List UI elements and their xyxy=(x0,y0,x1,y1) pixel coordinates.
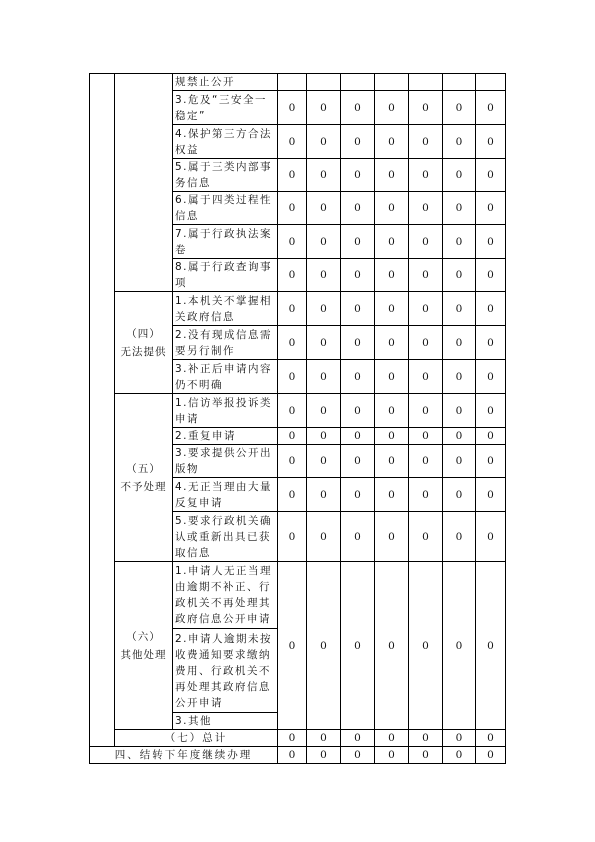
value-cell: 0 xyxy=(375,445,409,478)
value-cell: 0 xyxy=(278,259,307,292)
item-label: 4.无正当理由大量反复申请 xyxy=(173,478,278,512)
value-cell: 0 xyxy=(307,292,341,326)
value-cell: 0 xyxy=(307,225,341,259)
value-cell: 0 xyxy=(409,326,443,360)
value-cell: 0 xyxy=(307,394,341,428)
table-row xyxy=(90,74,506,91)
value-cell: 0 xyxy=(341,562,375,730)
item-label: 规禁止公开 xyxy=(173,74,278,91)
value-cell: 0 xyxy=(278,91,307,125)
value-cell: 0 xyxy=(375,259,409,292)
value-cell: 0 xyxy=(476,445,506,478)
value-cell: 0 xyxy=(341,292,375,326)
value-cell: 0 xyxy=(476,125,506,159)
value-cell: 0 xyxy=(307,445,341,478)
value-cell: 0 xyxy=(278,159,307,192)
value-cell: 0 xyxy=(409,512,443,562)
item-label: 2.没有现成信息需要另行制作 xyxy=(173,326,278,360)
value-cell: 0 xyxy=(307,478,341,512)
table-row xyxy=(90,292,506,326)
value-cell: 0 xyxy=(409,91,443,125)
value-cell: 0 xyxy=(278,125,307,159)
value-cell: 0 xyxy=(375,159,409,192)
value-cell: 0 xyxy=(278,292,307,326)
value-cell: 0 xyxy=(375,478,409,512)
value-cell: 0 xyxy=(476,394,506,428)
category-cell xyxy=(115,74,173,292)
category-label: 不予处理 xyxy=(120,480,167,493)
value-cell: 0 xyxy=(307,91,341,125)
table-body xyxy=(90,74,506,764)
value-cell: 0 xyxy=(443,91,476,125)
value-cell: 0 xyxy=(409,562,443,730)
value-cell: 0 xyxy=(341,192,375,225)
value-cell xyxy=(341,74,375,91)
value-cell: 0 xyxy=(443,730,476,747)
value-cell xyxy=(409,74,443,91)
carryover-label: 四、结转下年度继续办理 xyxy=(90,747,278,764)
value-cell: 0 xyxy=(375,730,409,747)
value-cell: 0 xyxy=(341,730,375,747)
item-label: 4.保护第三方合法权益 xyxy=(173,125,278,159)
value-cell: 0 xyxy=(476,562,506,730)
value-cell: 0 xyxy=(409,225,443,259)
value-cell: 0 xyxy=(375,192,409,225)
value-cell: 0 xyxy=(278,326,307,360)
value-cell: 0 xyxy=(476,478,506,512)
value-cell: 0 xyxy=(375,326,409,360)
value-cell: 0 xyxy=(375,512,409,562)
value-cell: 0 xyxy=(476,159,506,192)
statistics-table xyxy=(89,73,506,764)
value-cell: 0 xyxy=(375,292,409,326)
category-cell xyxy=(115,292,173,394)
value-cell: 0 xyxy=(307,428,341,445)
value-cell: 0 xyxy=(278,428,307,445)
item-label: 3.危及“三安全一稳定” xyxy=(173,91,278,125)
value-cell: 0 xyxy=(476,91,506,125)
item-label: 3.其他 xyxy=(173,713,278,730)
value-cell: 0 xyxy=(278,394,307,428)
value-cell: 0 xyxy=(443,478,476,512)
value-cell: 0 xyxy=(307,159,341,192)
value-cell: 0 xyxy=(341,360,375,394)
table-row xyxy=(90,562,506,629)
value-cell: 0 xyxy=(409,292,443,326)
item-label: 1.本机关不掌握相关政府信息 xyxy=(173,292,278,326)
value-cell: 0 xyxy=(476,428,506,445)
item-label: 5.要求行政机关确认或重新出具已获取信息 xyxy=(173,512,278,562)
value-cell: 0 xyxy=(443,292,476,326)
value-cell: 0 xyxy=(409,159,443,192)
value-cell: 0 xyxy=(443,512,476,562)
value-cell: 0 xyxy=(307,730,341,747)
value-cell: 0 xyxy=(409,730,443,747)
item-label: 2.重复申请 xyxy=(173,428,278,445)
value-cell: 0 xyxy=(375,428,409,445)
value-cell: 0 xyxy=(476,512,506,562)
value-cell: 0 xyxy=(341,512,375,562)
carryover-row xyxy=(90,747,506,764)
value-cell: 0 xyxy=(341,747,375,764)
item-label: 3.要求提供公开出版物 xyxy=(173,445,278,478)
value-cell: 0 xyxy=(375,125,409,159)
value-cell: 0 xyxy=(278,445,307,478)
value-cell: 0 xyxy=(341,259,375,292)
item-label: 5.属于三类内部事务信息 xyxy=(173,159,278,192)
value-cell: 0 xyxy=(443,562,476,730)
category-cell xyxy=(115,394,173,562)
value-cell: 0 xyxy=(278,730,307,747)
total-row xyxy=(90,730,506,747)
category-number: （五） xyxy=(126,462,161,475)
value-cell: 0 xyxy=(341,428,375,445)
value-cell: 0 xyxy=(278,360,307,394)
value-cell: 0 xyxy=(409,394,443,428)
value-cell xyxy=(307,74,341,91)
value-cell xyxy=(278,74,307,91)
value-cell: 0 xyxy=(307,512,341,562)
value-cell: 0 xyxy=(443,360,476,394)
value-cell: 0 xyxy=(476,259,506,292)
value-cell: 0 xyxy=(409,428,443,445)
value-cell: 0 xyxy=(409,259,443,292)
value-cell: 0 xyxy=(307,192,341,225)
value-cell: 0 xyxy=(443,428,476,445)
value-cell: 0 xyxy=(307,747,341,764)
item-label: 1.申请人无正当理由逾期不补正、行政机关不再处理其政府信息公开申请 xyxy=(173,562,278,629)
category-number: （四） xyxy=(126,327,161,340)
value-cell: 0 xyxy=(375,225,409,259)
value-cell: 0 xyxy=(409,478,443,512)
value-cell xyxy=(476,74,506,91)
value-cell: 0 xyxy=(443,192,476,225)
category-number: （六） xyxy=(126,630,161,643)
value-cell: 0 xyxy=(278,747,307,764)
item-label: 1.信访举报投诉类申请 xyxy=(173,394,278,428)
item-label: 7.属于行政执法案卷 xyxy=(173,225,278,259)
total-label: （七）总计 xyxy=(115,730,278,747)
value-cell: 0 xyxy=(307,360,341,394)
value-cell: 0 xyxy=(341,225,375,259)
value-cell: 0 xyxy=(409,192,443,225)
value-cell: 0 xyxy=(307,125,341,159)
value-cell: 0 xyxy=(443,259,476,292)
value-cell: 0 xyxy=(341,445,375,478)
value-cell: 0 xyxy=(476,326,506,360)
value-cell: 0 xyxy=(375,360,409,394)
table-row xyxy=(90,394,506,428)
value-cell xyxy=(443,74,476,91)
item-label: 3.补正后申请内容仍不明确 xyxy=(173,360,278,394)
value-cell: 0 xyxy=(341,478,375,512)
value-cell: 0 xyxy=(443,159,476,192)
value-cell: 0 xyxy=(443,225,476,259)
value-cell: 0 xyxy=(476,730,506,747)
value-cell: 0 xyxy=(375,91,409,125)
value-cell: 0 xyxy=(443,394,476,428)
value-cell: 0 xyxy=(341,159,375,192)
outer-category-cell xyxy=(90,74,115,747)
value-cell: 0 xyxy=(278,478,307,512)
value-cell: 0 xyxy=(375,747,409,764)
value-cell: 0 xyxy=(443,445,476,478)
value-cell: 0 xyxy=(476,225,506,259)
value-cell: 0 xyxy=(409,125,443,159)
value-cell: 0 xyxy=(476,192,506,225)
value-cell: 0 xyxy=(341,125,375,159)
value-cell: 0 xyxy=(278,562,307,730)
value-cell: 0 xyxy=(341,394,375,428)
value-cell: 0 xyxy=(307,562,341,730)
value-cell: 0 xyxy=(476,292,506,326)
category-cell xyxy=(115,562,173,730)
value-cell: 0 xyxy=(476,360,506,394)
value-cell: 0 xyxy=(278,512,307,562)
value-cell: 0 xyxy=(341,91,375,125)
category-label: 其他处理 xyxy=(120,648,167,661)
value-cell: 0 xyxy=(278,192,307,225)
value-cell: 0 xyxy=(375,394,409,428)
value-cell: 0 xyxy=(409,360,443,394)
category-label: 无法提供 xyxy=(120,345,167,358)
value-cell: 0 xyxy=(278,225,307,259)
value-cell: 0 xyxy=(307,326,341,360)
value-cell: 0 xyxy=(307,259,341,292)
value-cell xyxy=(375,74,409,91)
item-label: 8.属于行政查询事项 xyxy=(173,259,278,292)
value-cell: 0 xyxy=(341,326,375,360)
value-cell: 0 xyxy=(409,747,443,764)
value-cell: 0 xyxy=(443,125,476,159)
value-cell: 0 xyxy=(443,326,476,360)
value-cell: 0 xyxy=(476,747,506,764)
item-label: 6.属于四类过程性信息 xyxy=(173,192,278,225)
value-cell: 0 xyxy=(443,747,476,764)
value-cell: 0 xyxy=(409,445,443,478)
value-cell: 0 xyxy=(375,562,409,730)
item-label: 2.申请人逾期未按收费通知要求缴纳费用、行政机关不再处理其政府信息公开申请 xyxy=(173,629,278,713)
